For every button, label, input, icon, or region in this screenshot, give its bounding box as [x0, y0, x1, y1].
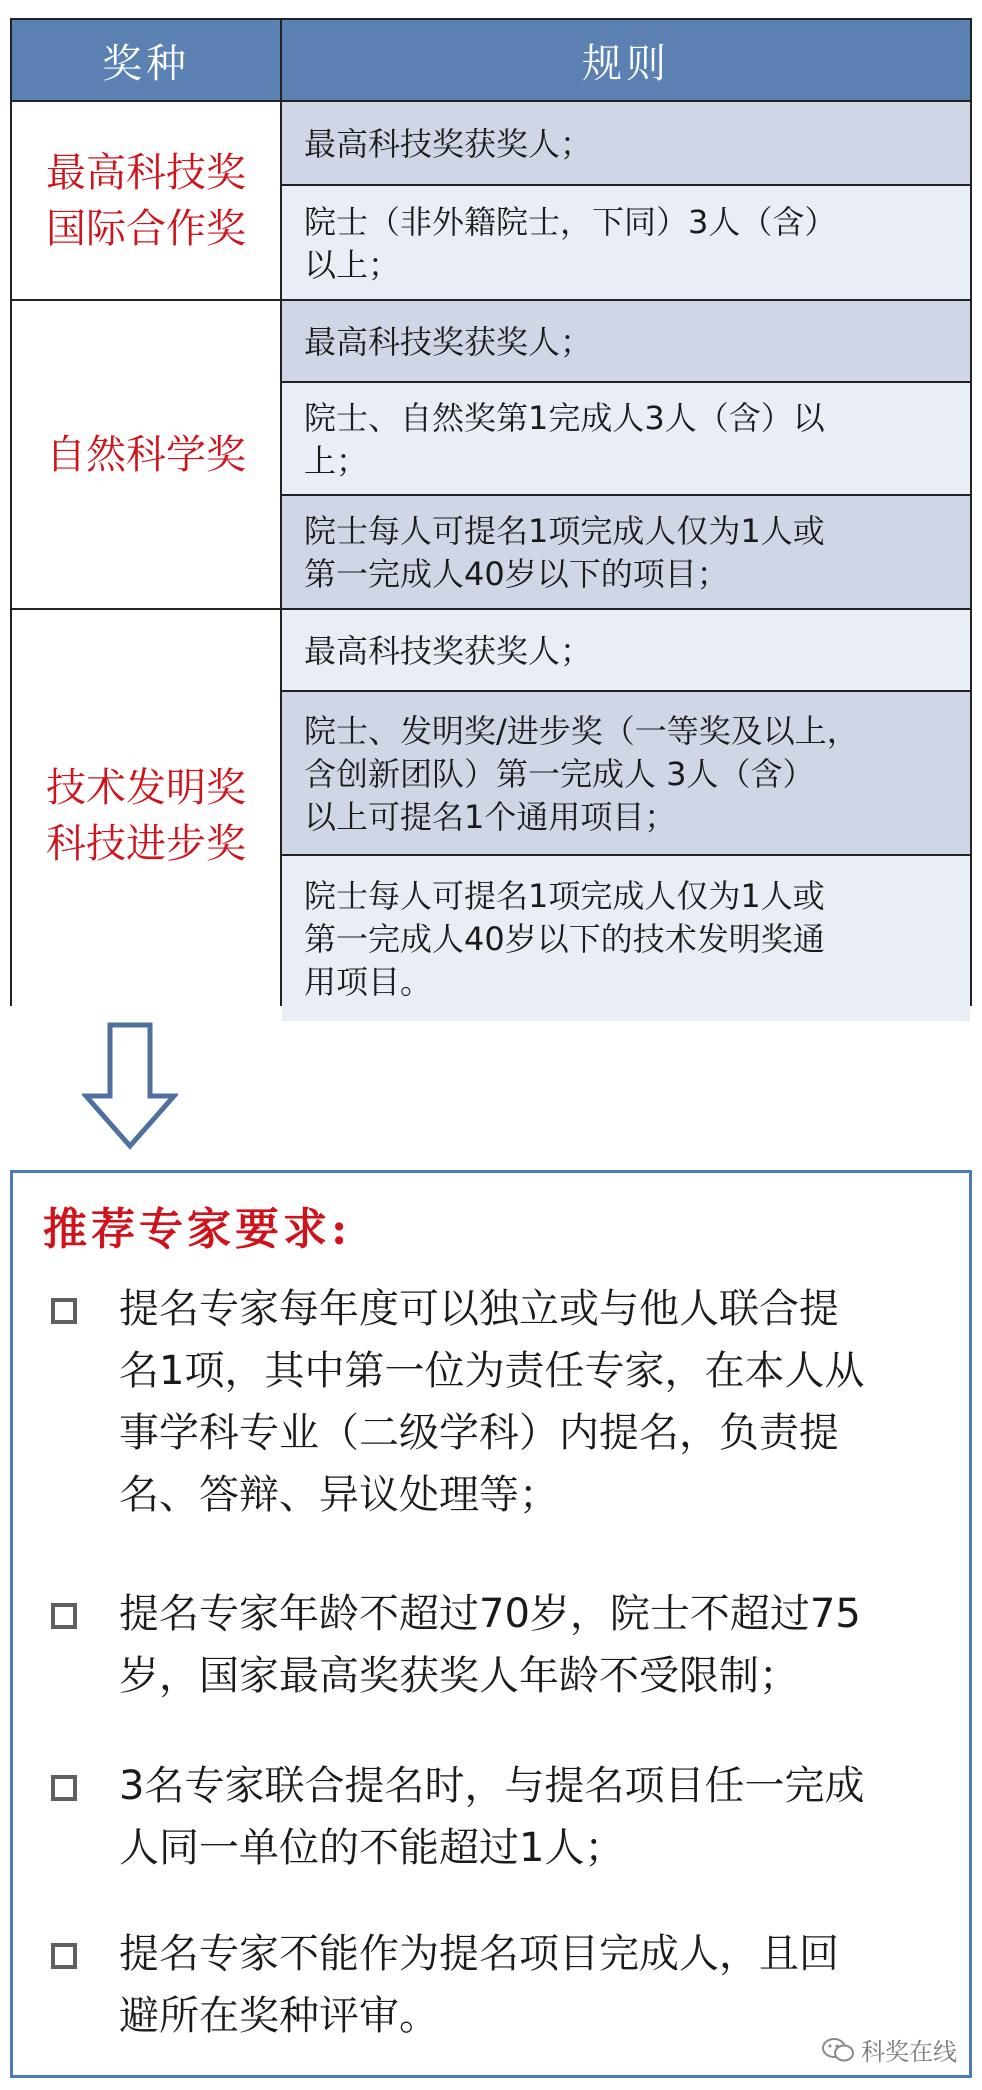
requirements-box — [10, 1170, 972, 2078]
rule-line: 院士、发明奖/进步奖（一等奖及以上， — [304, 711, 859, 750]
category-natural-science — [12, 301, 280, 608]
category-line: 科技进步奖 — [46, 820, 246, 867]
rule-cell — [282, 496, 970, 608]
requirement-line: 人同一单位的不能超过1人； — [119, 1825, 625, 1871]
requirement-item — [43, 1583, 943, 1707]
rule-line: 第一完成人40岁以下的技术发明奖通 — [304, 920, 825, 958]
rule-line: 最高科技奖获奖人； — [304, 322, 593, 361]
requirement-line: 3名专家联合提名时，与提名项目任一完成 — [119, 1763, 865, 1809]
requirement-item — [43, 1755, 943, 1879]
checkbox-square-icon — [51, 1603, 77, 1629]
category-line: 最高科技奖 — [46, 149, 246, 196]
checkbox-square-icon — [51, 1943, 77, 1969]
category-line: 技术发明奖 — [46, 764, 246, 811]
requirement-line: 名、答辩、异议处理等； — [119, 1472, 559, 1518]
category-top-intl — [12, 102, 280, 299]
rule-line: 院士（非外籍院士，下同）3人（含） — [304, 202, 837, 241]
rule-line: 以上； — [304, 245, 401, 284]
requirement-line: 名1项，其中第一位为责任专家，在本人从 — [119, 1348, 865, 1394]
rule-line: 以上可提名1个通用项目； — [304, 797, 677, 836]
watermark-text: 科奖在线 — [861, 2038, 957, 2066]
wechat-icon — [821, 2037, 855, 2063]
requirement-line: 岁，国家最高奖获奖人年龄不受限制； — [119, 1653, 799, 1699]
requirements-title: 推荐专家要求: — [43, 1204, 352, 1255]
rule-cell — [282, 610, 970, 690]
rule-line: 最高科技奖获奖人； — [304, 631, 593, 670]
header-rules: 规则 — [282, 20, 970, 100]
requirement-line: 提名专家年龄不超过70岁，院士不超过75 — [119, 1591, 861, 1637]
requirement-item — [43, 1923, 943, 2047]
requirement-line: 避所在奖种评审。 — [119, 1993, 439, 2039]
rule-line: 院士每人可提名1项完成人仅为1人或 — [304, 512, 825, 550]
rule-line: 含创新团队）第一完成人 3人（含） — [304, 754, 815, 793]
rule-cell — [282, 102, 970, 184]
rule-line: 院士、自然奖第1完成人3人（含）以 — [304, 398, 825, 437]
rule-cell — [282, 692, 970, 854]
category-line: 自然科学奖 — [46, 431, 246, 478]
rule-cell — [282, 186, 970, 299]
requirement-item — [43, 1278, 943, 1526]
rule-line: 院士每人可提名1项完成人仅为1人或 — [304, 877, 825, 915]
rule-cell — [282, 383, 970, 494]
down-arrow-icon — [82, 1022, 178, 1150]
checkbox-square-icon — [51, 1298, 77, 1324]
requirement-line: 事学科专业（二级学科）内提名，负责提 — [119, 1410, 839, 1456]
rule-line: 第一完成人40岁以下的项目； — [304, 555, 729, 593]
category-line: 国际合作奖 — [46, 205, 246, 252]
checkbox-square-icon — [51, 1775, 77, 1801]
rules-table — [10, 18, 972, 1006]
requirement-line: 提名专家不能作为提名项目完成人，且回 — [119, 1931, 839, 1977]
rule-line: 上； — [304, 441, 369, 480]
rule-line: 用项目。 — [304, 963, 433, 1001]
rule-cell — [282, 856, 970, 1021]
header-category: 奖种 — [12, 20, 280, 100]
rule-line: 最高科技奖获奖人； — [304, 124, 593, 163]
rule-cell — [282, 301, 970, 381]
category-invention-progress — [12, 610, 280, 1021]
watermark — [821, 2032, 957, 2067]
requirement-line: 提名专家每年度可以独立或与他人联合提 — [119, 1286, 839, 1332]
